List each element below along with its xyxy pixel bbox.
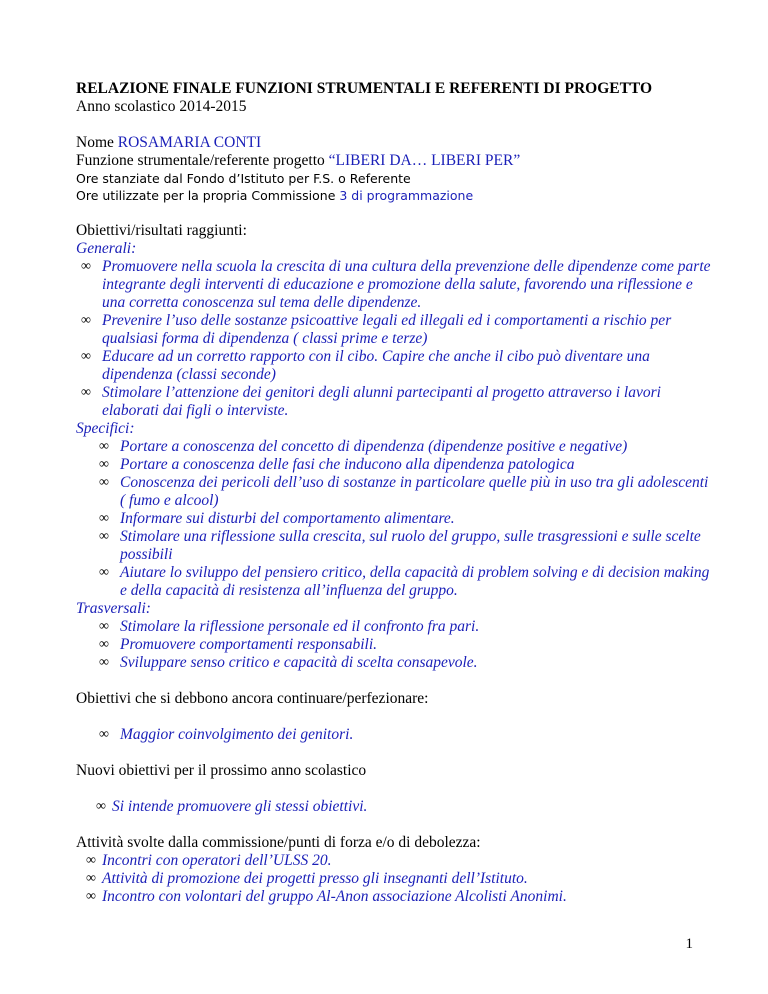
infinity-bullet-icon: ∞ bbox=[86, 889, 96, 904]
list-item: ∞ Educare ad un corretto rapporto con il cibo. Capire che anche il cibo può diventare una dipendenza (classi seconde) bbox=[81, 348, 650, 383]
list-item: ∞ Maggior coinvolgimento dei genitori. bbox=[99, 726, 354, 743]
nome-line: Nome ROSAMARIA CONTI bbox=[76, 134, 262, 151]
list-item: ∞ Incontro con volontari del gruppo Al-Anon associazione Alcolisti Anonimi. bbox=[86, 888, 567, 905]
infinity-bullet-icon: ∞ bbox=[86, 871, 96, 886]
list-item: ∞ Stimolare l’attenzione dei genitori degli alunni partecipanti al progetto attraverso i lavori elaborati dai figli o interviste. bbox=[81, 384, 661, 419]
specifici-label: Specifici: bbox=[76, 420, 135, 437]
document-content bbox=[76, 80, 716, 906]
page-number: 1 bbox=[685, 936, 693, 952]
continuare-heading: Obiettivi che si debbono ancora continuare/perfezionare: bbox=[76, 690, 429, 707]
funzione-value: “LIBERI DA… LIBERI PER” bbox=[328, 152, 521, 169]
attivita-list bbox=[76, 852, 716, 906]
list-item: ∞ Stimolare la riflessione personale ed il confronto fra pari. bbox=[99, 618, 480, 635]
list-item: ∞ Conoscenza dei pericoli dell’uso di sostanze in particolare quelle più in uso tra gli adolescenti ( fumo e alcool) bbox=[99, 474, 709, 509]
ore-stanziate-line: Ore stanziate dal Fondo d’Istituto per F.S. o Referente bbox=[76, 171, 411, 186]
nome-value: ROSAMARIA CONTI bbox=[117, 134, 262, 151]
list-item: ∞ Attività di promozione dei progetti presso gli insegnanti dell’Istituto. bbox=[86, 870, 528, 887]
nuovi-heading: Nuovi obiettivi per il prossimo anno scolastico bbox=[76, 762, 367, 779]
continuare-list bbox=[76, 726, 716, 744]
document-title: RELAZIONE FINALE FUNZIONI STRUMENTALI E REFERENTI DI PROGETTO bbox=[76, 80, 653, 97]
list-item: ∞ Incontri con operatori dell’ULSS 20. bbox=[86, 852, 332, 869]
infinity-bullet-icon: ∞ bbox=[99, 655, 109, 670]
trasversali-label: Trasversali: bbox=[76, 600, 151, 617]
list-item: ∞ Sviluppare senso critico e capacità di scelta consapevole. bbox=[99, 654, 478, 671]
list-item: ∞ Aiutare lo sviluppo del pensiero critico, della capacità di problem solving e di decision making e della capacità di resistenza all’influenza del gruppo. bbox=[99, 564, 710, 599]
specifici-list bbox=[76, 438, 716, 600]
list-item: ∞ Si intende promuovere gli stessi obiettivi. bbox=[96, 798, 368, 815]
list-item: ∞ Stimolare una riflessione sulla crescita, sul ruolo del gruppo, sulle trasgressioni e sulle scelte possibili bbox=[99, 528, 701, 563]
list-item: ∞ Promuovere comportamenti responsabili. bbox=[99, 636, 378, 653]
infinity-bullet-icon: ∞ bbox=[99, 637, 109, 652]
infinity-bullet-icon: ∞ bbox=[99, 457, 109, 472]
list-item: ∞ Portare a conoscenza del concetto di dipendenza (dipendenze positive e negative) bbox=[99, 438, 628, 455]
infinity-bullet-icon: ∞ bbox=[86, 853, 96, 868]
infinity-bullet-icon: ∞ bbox=[99, 475, 109, 490]
infinity-bullet-icon: ∞ bbox=[96, 799, 106, 814]
ore-utilizzate-line: Ore utilizzate per la propria Commissione 3 di programmazione bbox=[76, 188, 474, 203]
infinity-bullet-icon: ∞ bbox=[99, 619, 109, 634]
generali-list bbox=[76, 258, 716, 420]
attivita-heading: Attività svolte dalla commissione/punti di forza e/o di debolezza: bbox=[76, 834, 481, 851]
infinity-bullet-icon: ∞ bbox=[99, 439, 109, 454]
infinity-bullet-icon: ∞ bbox=[99, 565, 109, 580]
infinity-bullet-icon: ∞ bbox=[81, 385, 91, 400]
infinity-bullet-icon: ∞ bbox=[99, 529, 109, 544]
infinity-bullet-icon: ∞ bbox=[99, 727, 109, 742]
trasversali-list bbox=[76, 618, 716, 672]
list-item: ∞ Promuovere nella scuola la crescita di una cultura della prevenzione delle dipendenze come parte integrante degli interventi di educazione e promozione della salute, favorendo una riflessione e una corretta conoscenza sul tema delle dipendenze. bbox=[81, 258, 711, 311]
funzione-line: Funzione strumentale/referente progetto “LIBERI DA… LIBERI PER” bbox=[76, 152, 521, 169]
infinity-bullet-icon: ∞ bbox=[99, 511, 109, 526]
infinity-bullet-icon: ∞ bbox=[81, 349, 91, 364]
list-item: ∞ Portare a conoscenza delle fasi che inducono alla dipendenza patologica bbox=[99, 456, 575, 473]
list-item: ∞ Prevenire l’uso delle sostanze psicoattive legali ed illegali ed i comportamenti a rischio per qualsiasi forma di dipendenza ( classi prime e terze) bbox=[81, 312, 672, 347]
generali-label: Generali: bbox=[76, 240, 137, 257]
nuovi-list bbox=[76, 798, 716, 816]
infinity-bullet-icon: ∞ bbox=[81, 313, 91, 328]
infinity-bullet-icon: ∞ bbox=[81, 259, 91, 274]
school-year: Anno scolastico 2014-2015 bbox=[76, 98, 247, 115]
ore-utilizzate-value: 3 di programmazione bbox=[339, 188, 474, 203]
list-item: ∞ Informare sui disturbi del comportamento alimentare. bbox=[99, 510, 455, 527]
obiettivi-heading: Obiettivi/risultati raggiunti: bbox=[76, 222, 247, 239]
